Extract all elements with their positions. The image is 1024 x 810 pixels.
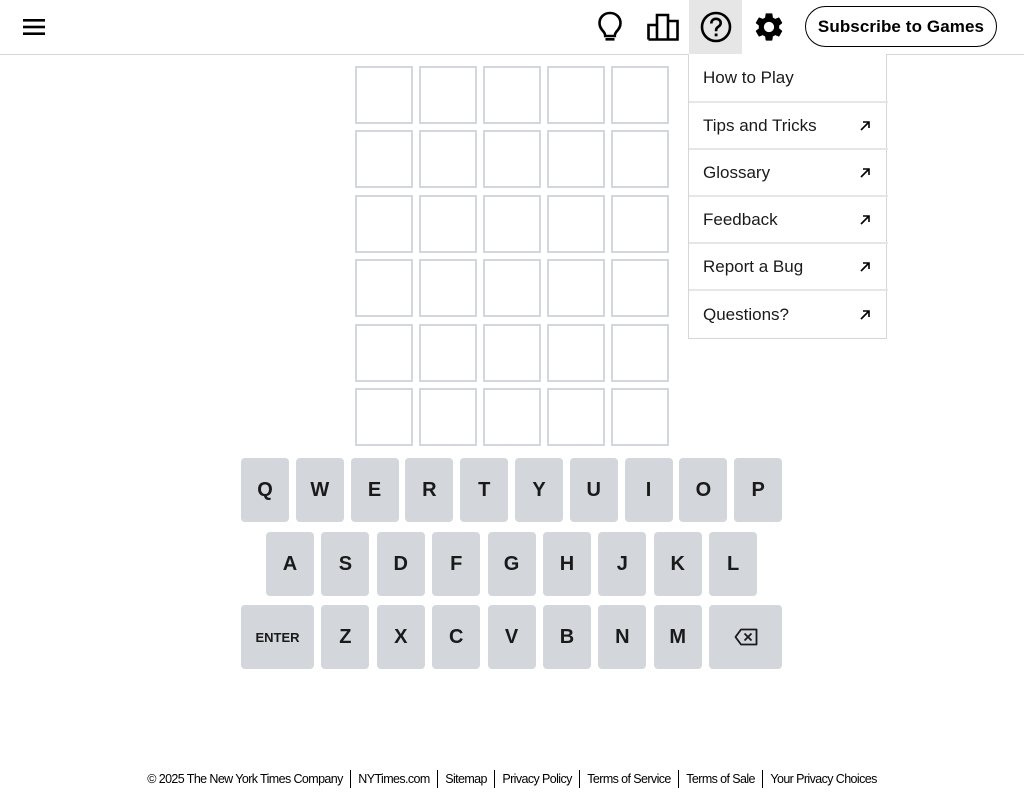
board-tile [419,66,477,124]
board-tile [547,66,605,124]
board-tile [547,324,605,382]
copyright-text: © 2025 The New York Times Company [147,772,343,786]
key-o[interactable]: O [679,458,727,522]
keyboard-row-1 [241,458,782,522]
external-link-arrow-icon [858,119,872,133]
key-i[interactable]: I [625,458,673,522]
board-tile [611,388,669,446]
board-tile [419,130,477,188]
key-c[interactable]: C [432,605,480,669]
menu-item-tips-and-tricks[interactable] [689,103,888,150]
key-q[interactable]: Q [241,458,289,522]
board-tile [355,195,413,253]
key-b[interactable]: B [543,605,591,669]
menu-item-label: Glossary [703,162,771,182]
menu-item-feedback[interactable] [689,197,888,244]
board-tile [419,259,477,317]
board-tile [355,324,413,382]
board-tile [419,388,477,446]
keyboard-row-3 [241,605,782,669]
menu-item-label: How to Play [703,67,794,87]
key-r[interactable]: R [405,458,453,522]
board-tile [355,388,413,446]
footer-separator [579,770,581,788]
board-tile [611,66,669,124]
settings-gear-icon[interactable] [747,4,791,50]
key-y[interactable]: Y [515,458,563,522]
board-tile [355,259,413,317]
key-s[interactable]: S [321,532,369,596]
help-dropdown-menu [688,54,887,339]
keyboard-row-2 [266,532,757,596]
board-tile [611,195,669,253]
key-e[interactable]: E [351,458,399,522]
key-j[interactable]: J [598,532,646,596]
menu-item-how-to-play[interactable] [689,54,888,103]
board-tile [483,388,541,446]
board-tile [483,259,541,317]
board-tile [483,130,541,188]
board-tile [419,324,477,382]
footer-link-terms-of-service[interactable]: Terms of Service [587,772,671,786]
key-z[interactable]: Z [321,605,369,669]
key-w[interactable]: W [296,458,344,522]
key-x[interactable]: X [377,605,425,669]
key-m[interactable]: M [654,605,702,669]
subscribe-to-games-button[interactable]: Subscribe to Games [805,6,997,47]
hint-lightbulb-icon[interactable] [588,4,632,50]
key-d[interactable]: D [377,532,425,596]
external-link-arrow-icon [858,213,872,227]
board-tile [547,195,605,253]
board-tile [355,130,413,188]
help-circle-icon[interactable] [689,0,742,54]
board-tile [547,130,605,188]
menu-item-label: Feedback [703,209,778,229]
footer-link-sitemap[interactable]: Sitemap [445,772,487,786]
menu-item-label: Questions? [703,304,789,324]
external-link-arrow-icon [858,166,872,180]
board-tile [611,130,669,188]
board-tile [419,195,477,253]
menu-item-label: Report a Bug [703,256,804,276]
board-tile [483,195,541,253]
key-v[interactable]: V [488,605,536,669]
board-tile [611,259,669,317]
footer-link-privacy-policy[interactable]: Privacy Policy [502,772,572,786]
key-n[interactable]: N [598,605,646,669]
key-enter[interactable]: ENTER [241,605,314,669]
board-tile [547,259,605,317]
menu-item-questions[interactable] [689,291,888,338]
key-k[interactable]: K [654,532,702,596]
statistics-bar-chart-icon[interactable] [641,4,685,50]
footer-separator [350,770,352,788]
menu-item-report-a-bug[interactable] [689,244,888,291]
footer-separator [678,770,680,788]
hamburger-menu-icon[interactable] [18,13,50,41]
footer-link-nytimes[interactable]: NYTimes.com [358,772,430,786]
footer-separator [437,770,439,788]
footer-separator [762,770,764,788]
backspace-key[interactable] [709,605,782,669]
external-link-arrow-icon [858,308,872,322]
footer [0,768,1024,790]
key-g[interactable]: G [488,532,536,596]
key-p[interactable]: P [734,458,782,522]
key-a[interactable]: A [266,532,314,596]
external-link-arrow-icon [858,260,872,274]
footer-separator [494,770,496,788]
key-t[interactable]: T [460,458,508,522]
board-tile [483,66,541,124]
game-board [355,66,669,446]
footer-link-terms-of-sale[interactable]: Terms of Sale [686,772,755,786]
board-tile [611,324,669,382]
key-u[interactable]: U [570,458,618,522]
top-bar [0,0,1024,55]
board-tile [355,66,413,124]
footer-link-privacy-choices[interactable]: Your Privacy Choices [770,772,877,786]
board-tile [547,388,605,446]
menu-item-glossary[interactable] [689,150,888,197]
key-h[interactable]: H [543,532,591,596]
menu-item-label: Tips and Tricks [703,115,817,135]
board-tile [483,324,541,382]
key-f[interactable]: F [432,532,480,596]
backspace-icon [734,628,758,646]
key-l[interactable]: L [709,532,757,596]
